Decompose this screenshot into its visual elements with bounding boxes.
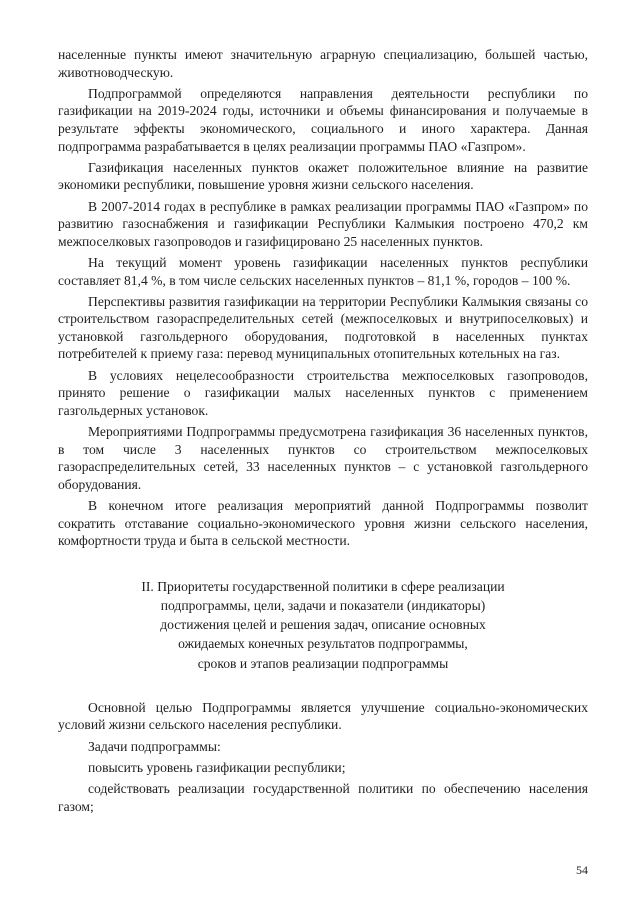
heading-line: ожидаемых конечных результатов подпрограммы, (178, 636, 468, 652)
paragraph: В конечном итоге реализация мероприятий данной Подпрограммы позволит сократить отставание социально-экономического уровня жизни сельского населения, комфортности труда и быта в сельской местности. (58, 498, 588, 549)
paragraph: Основной целью Подпрограммы является улучшение социально-экономических условий жизни сельского населения республики. (58, 699, 588, 733)
heading-line: сроков и этапов реализации подпрограммы (197, 655, 449, 671)
body-text-bottom (58, 699, 588, 815)
paragraph: Перспективы развития газификации на территории Республики Калмыкия связаны со строительством газораспределительных сетей (межпоселковых и внутрипоселковых) и установкой газгольдерного оборудования, подготовкой в населенных пунктах потребителей к приему газа: перевод муниципальных отопительных котельных на газ. (58, 293, 588, 362)
paragraph: Мероприятиями Подпрограммы предусмотрена газификация 36 населенных пунктов, в том числе 3 населенных пунктов со строительством межпоселковых газораспределительных сетей, 33 населенных пунктов – с установкой газгольдерного оборудования. (58, 424, 588, 492)
paragraph: Газификация населенных пунктов окажет положительное влияние на развитие экономики республики, повышение уровня жизни сельского населения. (58, 159, 588, 193)
paragraph: населенные пункты имеют значительную аграрную специализацию, большей частью, животноводческую. (58, 47, 588, 80)
body-text-top (58, 46, 588, 550)
paragraph: повысить уровень газификации республики; (88, 759, 346, 775)
paragraph: В 2007-2014 годах в республике в рамках реализации программы ПАО «Газпром» по развитию газоснабжения и газификации Республики Калмыкия построено 470,2 км межпоселковых газопроводов и газифицировано 25 населенных пунктов. (58, 198, 588, 249)
paragraph: На текущий момент уровень газификации населенных пунктов республики составляет 81,4 %, в том числе сельских населенных пунктов – 81,1 %, городов – 100 %. (58, 254, 588, 288)
paragraph: В условиях нецелесообразности строительства межпоселковых газопроводов, принято решение о газификации малых населенных пунктов с применением газгольдерных установок. (58, 367, 588, 418)
heading-line: подпрограммы, цели, задачи и показатели (индикаторы) (160, 597, 486, 613)
heading-line: достижения целей и решения задач, описание основных (160, 617, 486, 633)
paragraph: Задачи подпрограммы: (88, 738, 221, 754)
paragraph: Подпрограммой определяются направления деятельности республики по газификации на 2019-2024 годы, источники и объемы финансирования и получаемые в результате эффекты экономического, социального и иного характера. Данная подпрограмма разрабатывается в целях реализации программы ПАО «Газпром». (58, 85, 588, 154)
page-number: 54 (576, 863, 588, 877)
section-heading (78, 577, 568, 673)
paragraph: содействовать реализации государственной политики по обеспечению населения газом; (58, 780, 588, 814)
heading-line: II. Приоритеты государственной политики в сфере реализации (141, 578, 505, 594)
